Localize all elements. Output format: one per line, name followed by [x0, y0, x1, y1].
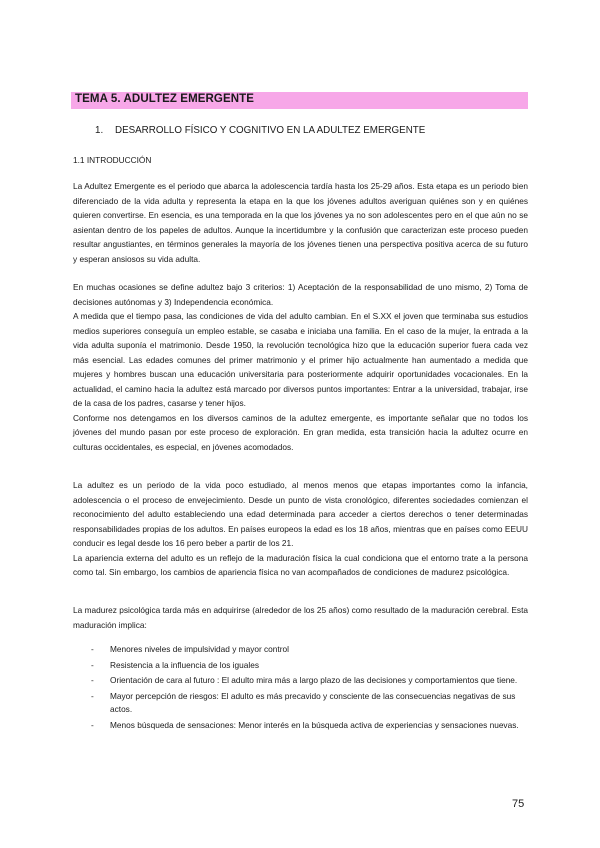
section-number: 1.	[95, 125, 104, 136]
list-item	[91, 659, 528, 673]
subsection-heading: 1.1 INTRODUCCIÓN	[73, 155, 152, 165]
list-item-text: Menos búsqueda de sensaciones: Menor interés en la búsqueda activa de experiencias y sensaciones nuevas.	[110, 719, 519, 730]
bullet-dash: -	[91, 719, 94, 730]
bullet-dash: -	[91, 690, 94, 701]
list-item	[91, 690, 528, 717]
bullet-dash: -	[91, 675, 94, 685]
paragraph: La Adultez Emergente es el periodo que abarca la adolescencia tardía hasta los 25-29 años. Esta etapa es un periodo bien diferenciado de la vida adulta y representa la etapa en la que los jóvenes adultos averiguan quiénes son y en quiénes quieren convertirse. En esencia, es una temporada en la que los jóvenes ya no son adolescentes pero en el que aún no se asientan dentro de los papeles de adultos. Aunque la incertidumbre y la confusión que caracterizan este proceso pueden resultar angustiantes, en términos generales la mayoría de los jóvenes tienen una perspectiva positiva acerca de su futuro y esperan ansiosos su vida adulta.	[73, 181, 528, 264]
list-item-text: Resistencia a la influencia de los iguales	[110, 659, 259, 670]
list-item	[91, 719, 528, 733]
paragraph-block-3	[73, 478, 528, 580]
paragraph-block-2	[73, 280, 528, 454]
paragraph: A medida que el tiempo pasa, las condiciones de vida del adulto cambian. En el S.XX el joven que terminaba sus estudios medios superiores conseguía un empleo estable, se casaba e iniciaba una familia. En el caso de la mujer, la entrada a la vida adulta suponía el matrimonio. Desde 1950, la revolución tecnológica hizo que la educación superior fuera cada vez más esencial. Las edades comunes del primer matrimonio y el primer hijo actualmente han aumentado a medida que mujeres y hombres buscan una educación universitaria para posteriormente adquirir oportunidades vocacionales. En la actualidad, el camino hacia la adultez está marcado por diversos puntos importantes: Entrar a la universidad, trabajar, irse de la casa de los padres, casarse y tener hijos.	[73, 311, 528, 408]
section-title: DESARROLLO FÍSICO Y COGNITIVO EN LA ADULTEZ EMERGENTE	[115, 125, 426, 136]
chapter-title-banner	[71, 92, 528, 109]
list-item-text: Menores niveles de impulsividad y mayor control	[110, 644, 289, 654]
bullet-dash: -	[91, 659, 94, 670]
bullet-list	[91, 643, 528, 734]
paragraph-block-1	[73, 179, 528, 266]
list-item-text: Orientación de cara al futuro : El adulto mira más a largo plazo de las decisiones y comportamientos que tiene.	[110, 675, 518, 685]
list-item	[91, 643, 528, 657]
page-number: 75	[512, 798, 525, 810]
paragraph: Conforme nos detengamos en los diversos caminos de la adultez emergente, es importante señalar que no todos los jóvenes del mundo pasan por este proceso de exploración. En gran medida, esta transición hacia la adultez ocurre en culturas occidentales, es especial, en jóvenes acomodados.	[73, 412, 528, 452]
paragraph: La madurez psicológica tarda más en adquirirse (alrededor de los 25 años) como resultado de la maduración cerebral. Esta maduración implica:	[73, 605, 528, 630]
paragraph: En muchas ocasiones se define adultez bajo 3 criterios: 1) Aceptación de la responsabilidad de uno mismo, 2) Toma de decisiones autónomas y 3) Independencia económica.	[73, 282, 528, 307]
section-heading	[95, 125, 425, 136]
paragraph-block-4	[73, 603, 528, 632]
list-item-text: Mayor percepción de riesgos: El adulto es más precavido y consciente de las consecuencias negativas de sus actos.	[110, 690, 516, 714]
paragraph: La apariencia externa del adulto es un reflejo de la maduración física la cual condiciona que el entorno trate a la persona como tal. Sin embargo, los cambios de apariencia física no van acompañados de condiciones de madurez psicológica.	[73, 552, 528, 577]
paragraph: La adultez es un periodo de la vida poco estudiado, al menos menos que etapas importantes como la infancia, adolescencia o el proceso de envejecimiento. Desde un punto de vista cronológico, diferentes sociedades comienzan el reconocimiento del adulto estableciendo una edad determinada para acceder a ciertos derechos o tener determinadas responsabilidades propias de los adultos. En países europeos la edad es los 18 años, mientras que en países como EEUU conducir es legal desde los 16 pero beber a partir de los 21.	[73, 480, 528, 548]
list-item	[91, 674, 528, 688]
bullet-dash: -	[91, 644, 94, 654]
chapter-title: TEMA 5. ADULTEZ EMERGENTE	[75, 93, 255, 105]
